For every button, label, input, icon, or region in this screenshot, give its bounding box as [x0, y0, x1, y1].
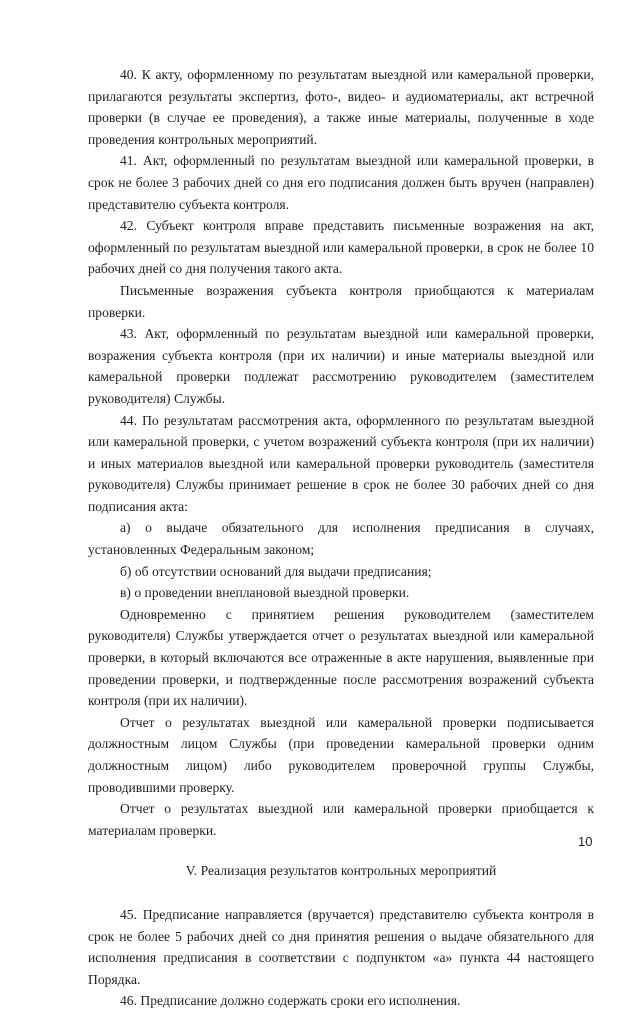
paragraph-43: 43. Акт, оформленный по результатам выездной или камеральной проверки, возражения субъекта контроля (при их наличии) и иные материалы выездной или камеральной проверки подлежат рассмотрению руководителем (заместителем руководителя) Службы. [88, 326, 594, 406]
paragraph-report-attach: Отчет о результатах выездной или камеральной проверки приобщается к материалам проверки. [88, 801, 594, 838]
document-page [88, 64, 594, 1012]
list-item-b: б) об отсутствии оснований для выдачи предписания; [120, 563, 432, 579]
paragraph-report-signing: Отчет о результатах выездной или камеральной проверки подписывается должностным лицом Службы (при проведении камеральной проверки одним должностным лицом) либо руководителем проверочной группы Службы, проводившими проверку. [88, 714, 594, 795]
paragraph-45: 45. Предписание направляется (вручается) представителю субъекта контроля в срок не более 5 рабочих дней со дня принятия решения о выдаче обязательного для исполнения предписания в соответствии с подпунктом «а» пункта 44 настоящего Порядка. [88, 906, 594, 987]
paragraph-report-approval: Одновременно с принятием решения руководителем (заместителем руководителя) Службы утверждается отчет о результатах выездной или камеральной проверки, в который включаются все отраженные в акте нарушения, выявленные при проведении проверки, и подтвержденные после рассмотрения возражений субъекта контроля (при их наличии). [88, 606, 594, 709]
paragraph-42: 42. Субъект контроля вправе представить письменные возражения на акт, оформленный по результатам выездной или камеральной проверки, в срок не более 10 рабочих дней со дня получения такого акта. [88, 218, 594, 277]
paragraph-46: 46. Предписание должно содержать сроки его исполнения. [120, 993, 461, 1009]
section-heading: V. Реализация результатов контрольных мероприятий [185, 863, 497, 879]
paragraph-42-objections: Письменные возражения субъекта контроля приобщаются к материалам проверки. [88, 282, 594, 320]
paragraph-40: 40. К акту, оформленному по результатам выездной или камеральной проверки, прилагаются результаты экспертиз, фото-, видео- и аудиоматериалы, акт встречной проверки (в случае ее проведения), а также иные материалы, полученные в ходе проведения контрольных мероприятий. [88, 67, 594, 147]
paragraph-44: 44. По результатам рассмотрения акта, оформленного по результатам выездной или камеральной проверки, с учетом возражений субъекта контроля (при их наличии) и иных материалов выездной или камеральной проверки руководитель (заместителя руководителя) Службы принимает решение в срок не более 30 рабочих дней со дня подписания акта: [88, 412, 594, 514]
page-number: 10 [578, 834, 593, 849]
list-item-a: а) о выдаче обязательного для исполнения предписания в случаях, установленных Федеральным законом; [88, 520, 594, 558]
paragraph-41: 41. Акт, оформленный по результатам выездной или камеральной проверки, в срок не более 3 рабочих дней со дня его подписания должен быть вручен (направлен) представителю субъекта контроля. [88, 153, 594, 212]
list-item-v: в) о проведении внеплановой выездной проверки. [120, 585, 410, 601]
